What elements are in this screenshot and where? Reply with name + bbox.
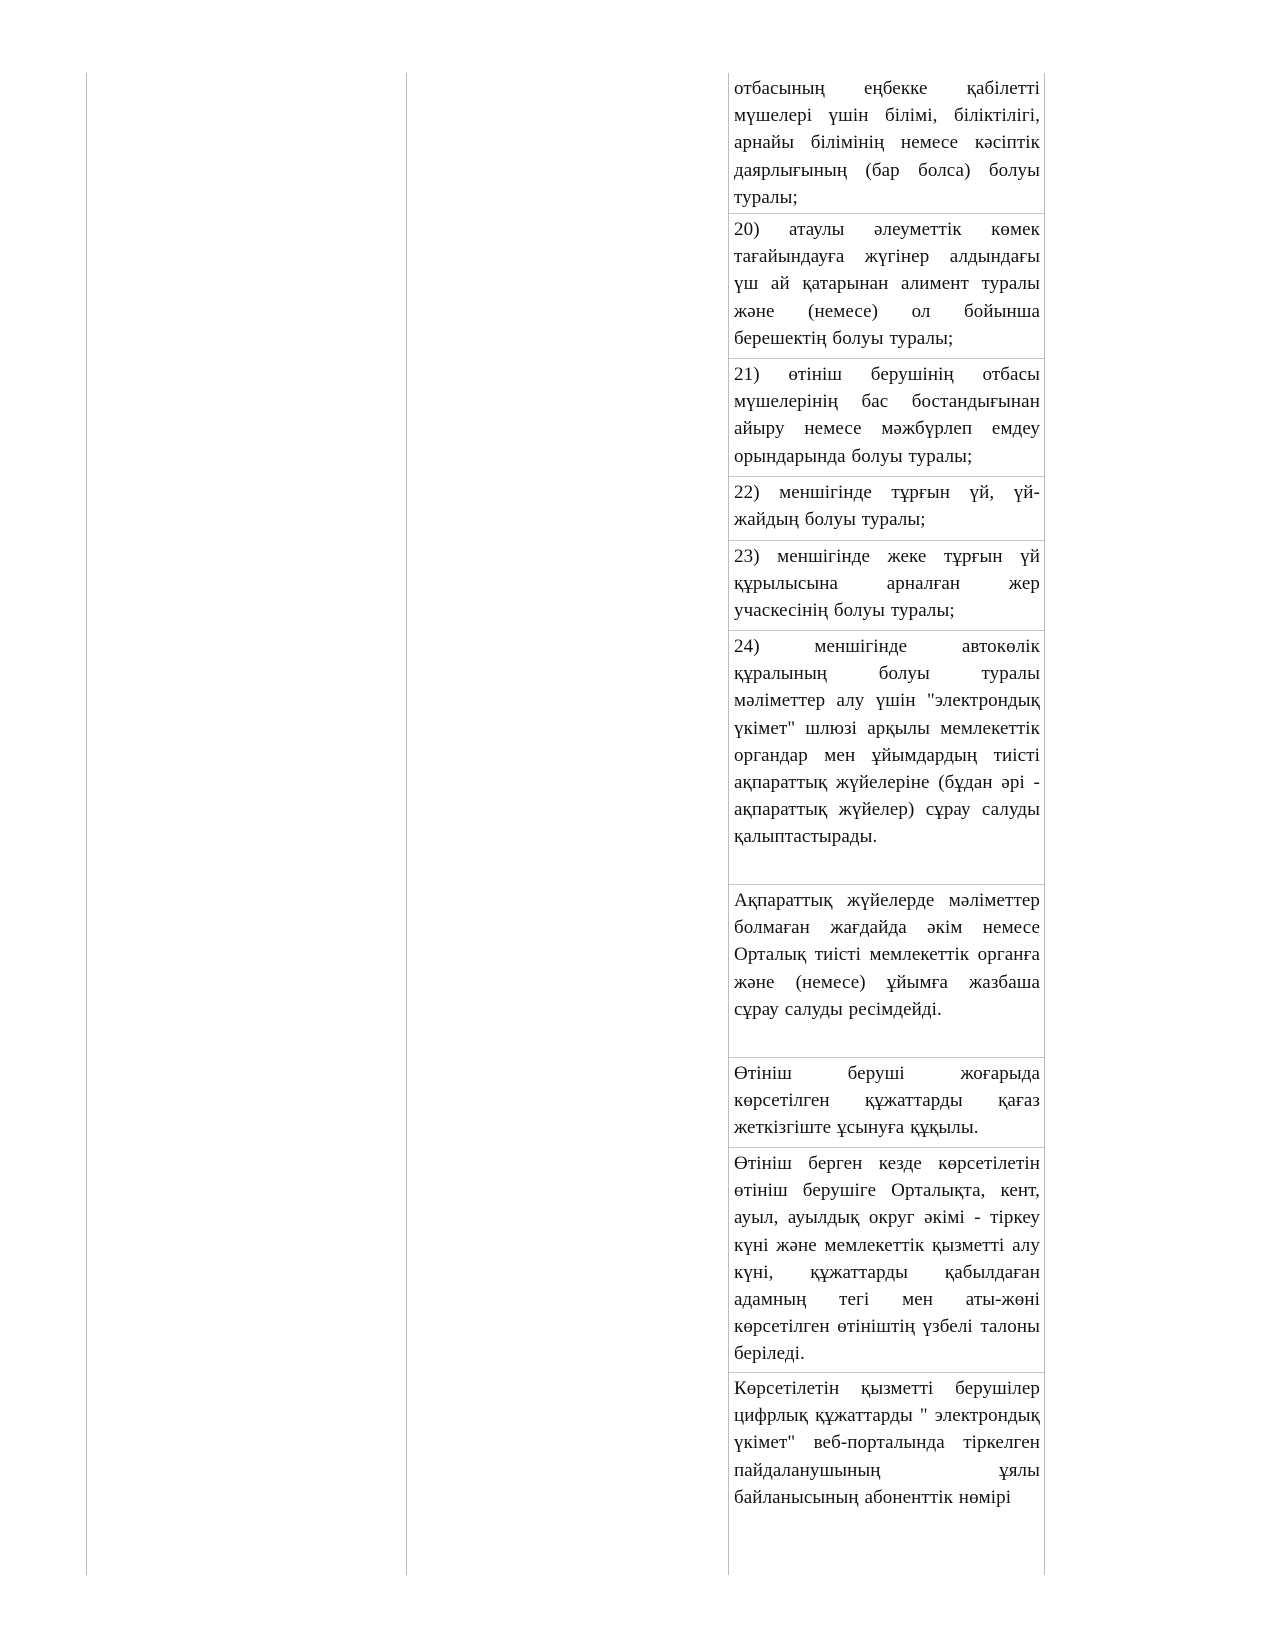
table-cell-family-education: отбасының еңбекке қабілетті мүшелері үшін білімі, біліктілігі, арнайы білімінің немесе кәсіптік даярлығының (бар болса) болуы туралы; xyxy=(729,73,1044,214)
table-border-middle xyxy=(406,73,407,1575)
table-cell-item-24: 24) меншігінде автокөлік құралының болуы туралы мәліметтер алу үшін "электрондық үкімет" шлюзі арқылы мемлекеттік органдар мен ұйымдардың тиісті ақпараттық жүйелеріне (бұдан әрі - ақпараттық жүйелер) сұрау салуды қалыптастырады. xyxy=(729,631,1044,885)
table-cell-written-request: Ақпараттық жүйелерде мәліметтер болмаған жағдайда әкім немесе Орталық тиісті мемлекеттік органға және (немесе) ұйымға жазбаша сұрау салуды ресімдейді. xyxy=(729,885,1044,1058)
table-right-column xyxy=(728,73,1045,1575)
table-cell-receipt-coupon: Өтініш берген кезде көрсетілетін өтініш берушіге Орталықта, кент, ауыл, ауылдық округ әкімі - тіркеу күні және мемлекеттік қызметті алу күні, құжаттарды қабылдаған адамның тегі мен аты-жөні көрсетілген өтініштің үзбелі талоны беріледі. xyxy=(729,1148,1044,1373)
table-cell-item-21: 21) өтініш берушінің отбасы мүшелерінің бас бостандығынан айыру немесе мәжбүрлеп емдеу орындарында болуы туралы; xyxy=(729,359,1044,477)
table-cell-item-23: 23) меншігінде жеке тұрғын үй құрылысына арналған жер учаскесінің болуы туралы; xyxy=(729,541,1044,631)
table-cell-item-20: 20) атаулы әлеуметтік көмек тағайындауға жүгінер алдындағы үш ай қатарынан алимент туралы және (немесе) ол бойынша берешектің болуы туралы; xyxy=(729,214,1044,359)
table-border-left xyxy=(86,73,87,1575)
table-cell-paper-documents: Өтініш беруші жоғарыда көрсетілген құжаттарды қағаз жеткізгіште ұсынуға құқылы. xyxy=(729,1058,1044,1148)
table-cell-item-22: 22) меншігінде тұрғын үй, үй-жайдың болуы туралы; xyxy=(729,477,1044,541)
table-cell-digital-documents: Көрсетілетін қызметті берушілер цифрлық құжаттарды " электрондық үкімет" веб-порталында тіркелген пайдаланушының ұялы байланысының абоненттік нөмірі xyxy=(734,1378,1040,1508)
